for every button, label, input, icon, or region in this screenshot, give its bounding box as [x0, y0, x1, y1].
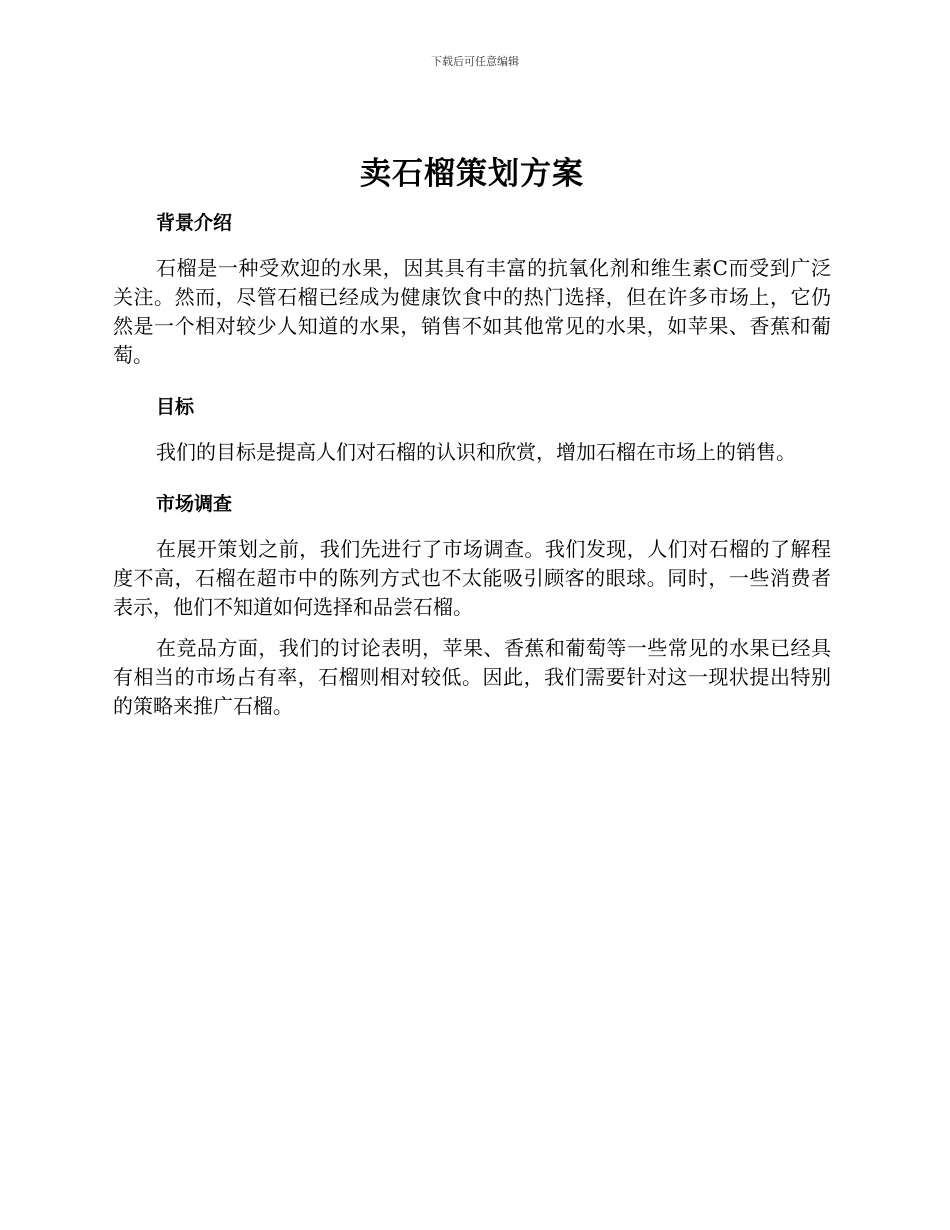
document-body — [113, 146, 831, 721]
paragraph-goal: 我们的目标是提高人们对石榴的认识和欣赏，增加石榴在市场上的销售。 — [156, 440, 796, 464]
paragraph-market-research-1: 在展开策划之前，我们先进行了市场调查。我们发现，人们对石榴的了解程度不高，石榴在超市中的陈列方式也不太能吸引顾客的眼球。同时，一些消费者表示，他们不知道如何选择和品尝石榴。 — [113, 537, 831, 619]
section-heading-goal: 目标 — [156, 396, 195, 418]
paragraph-market-research-2: 在竞品方面，我们的讨论表明，苹果、香蕉和葡萄等一些常见的水果已经具有相当的市场占有率，石榴则相对较低。因此，我们需要针对这一现状提出特别的策略来推广石榴。 — [113, 636, 831, 718]
section-heading-background: 背景介绍 — [156, 212, 233, 234]
page-header-note: 下载后可任意编辑 — [431, 55, 519, 68]
paragraph-background: 石榴是一种受欢迎的水果，因其具有丰富的抗氧化剂和维生素C而受到广泛关注。然而，尽管石榴已经成为健康饮食中的热门选择，但在许多市场上，它仍然是一个相对较少人知道的水果，销售不如其他常见的水果，如苹果、香蕉和葡萄。 — [113, 256, 831, 367]
document-title: 卖石榴策划方案 — [360, 156, 584, 192]
section-heading-market-research: 市场调查 — [156, 493, 233, 515]
